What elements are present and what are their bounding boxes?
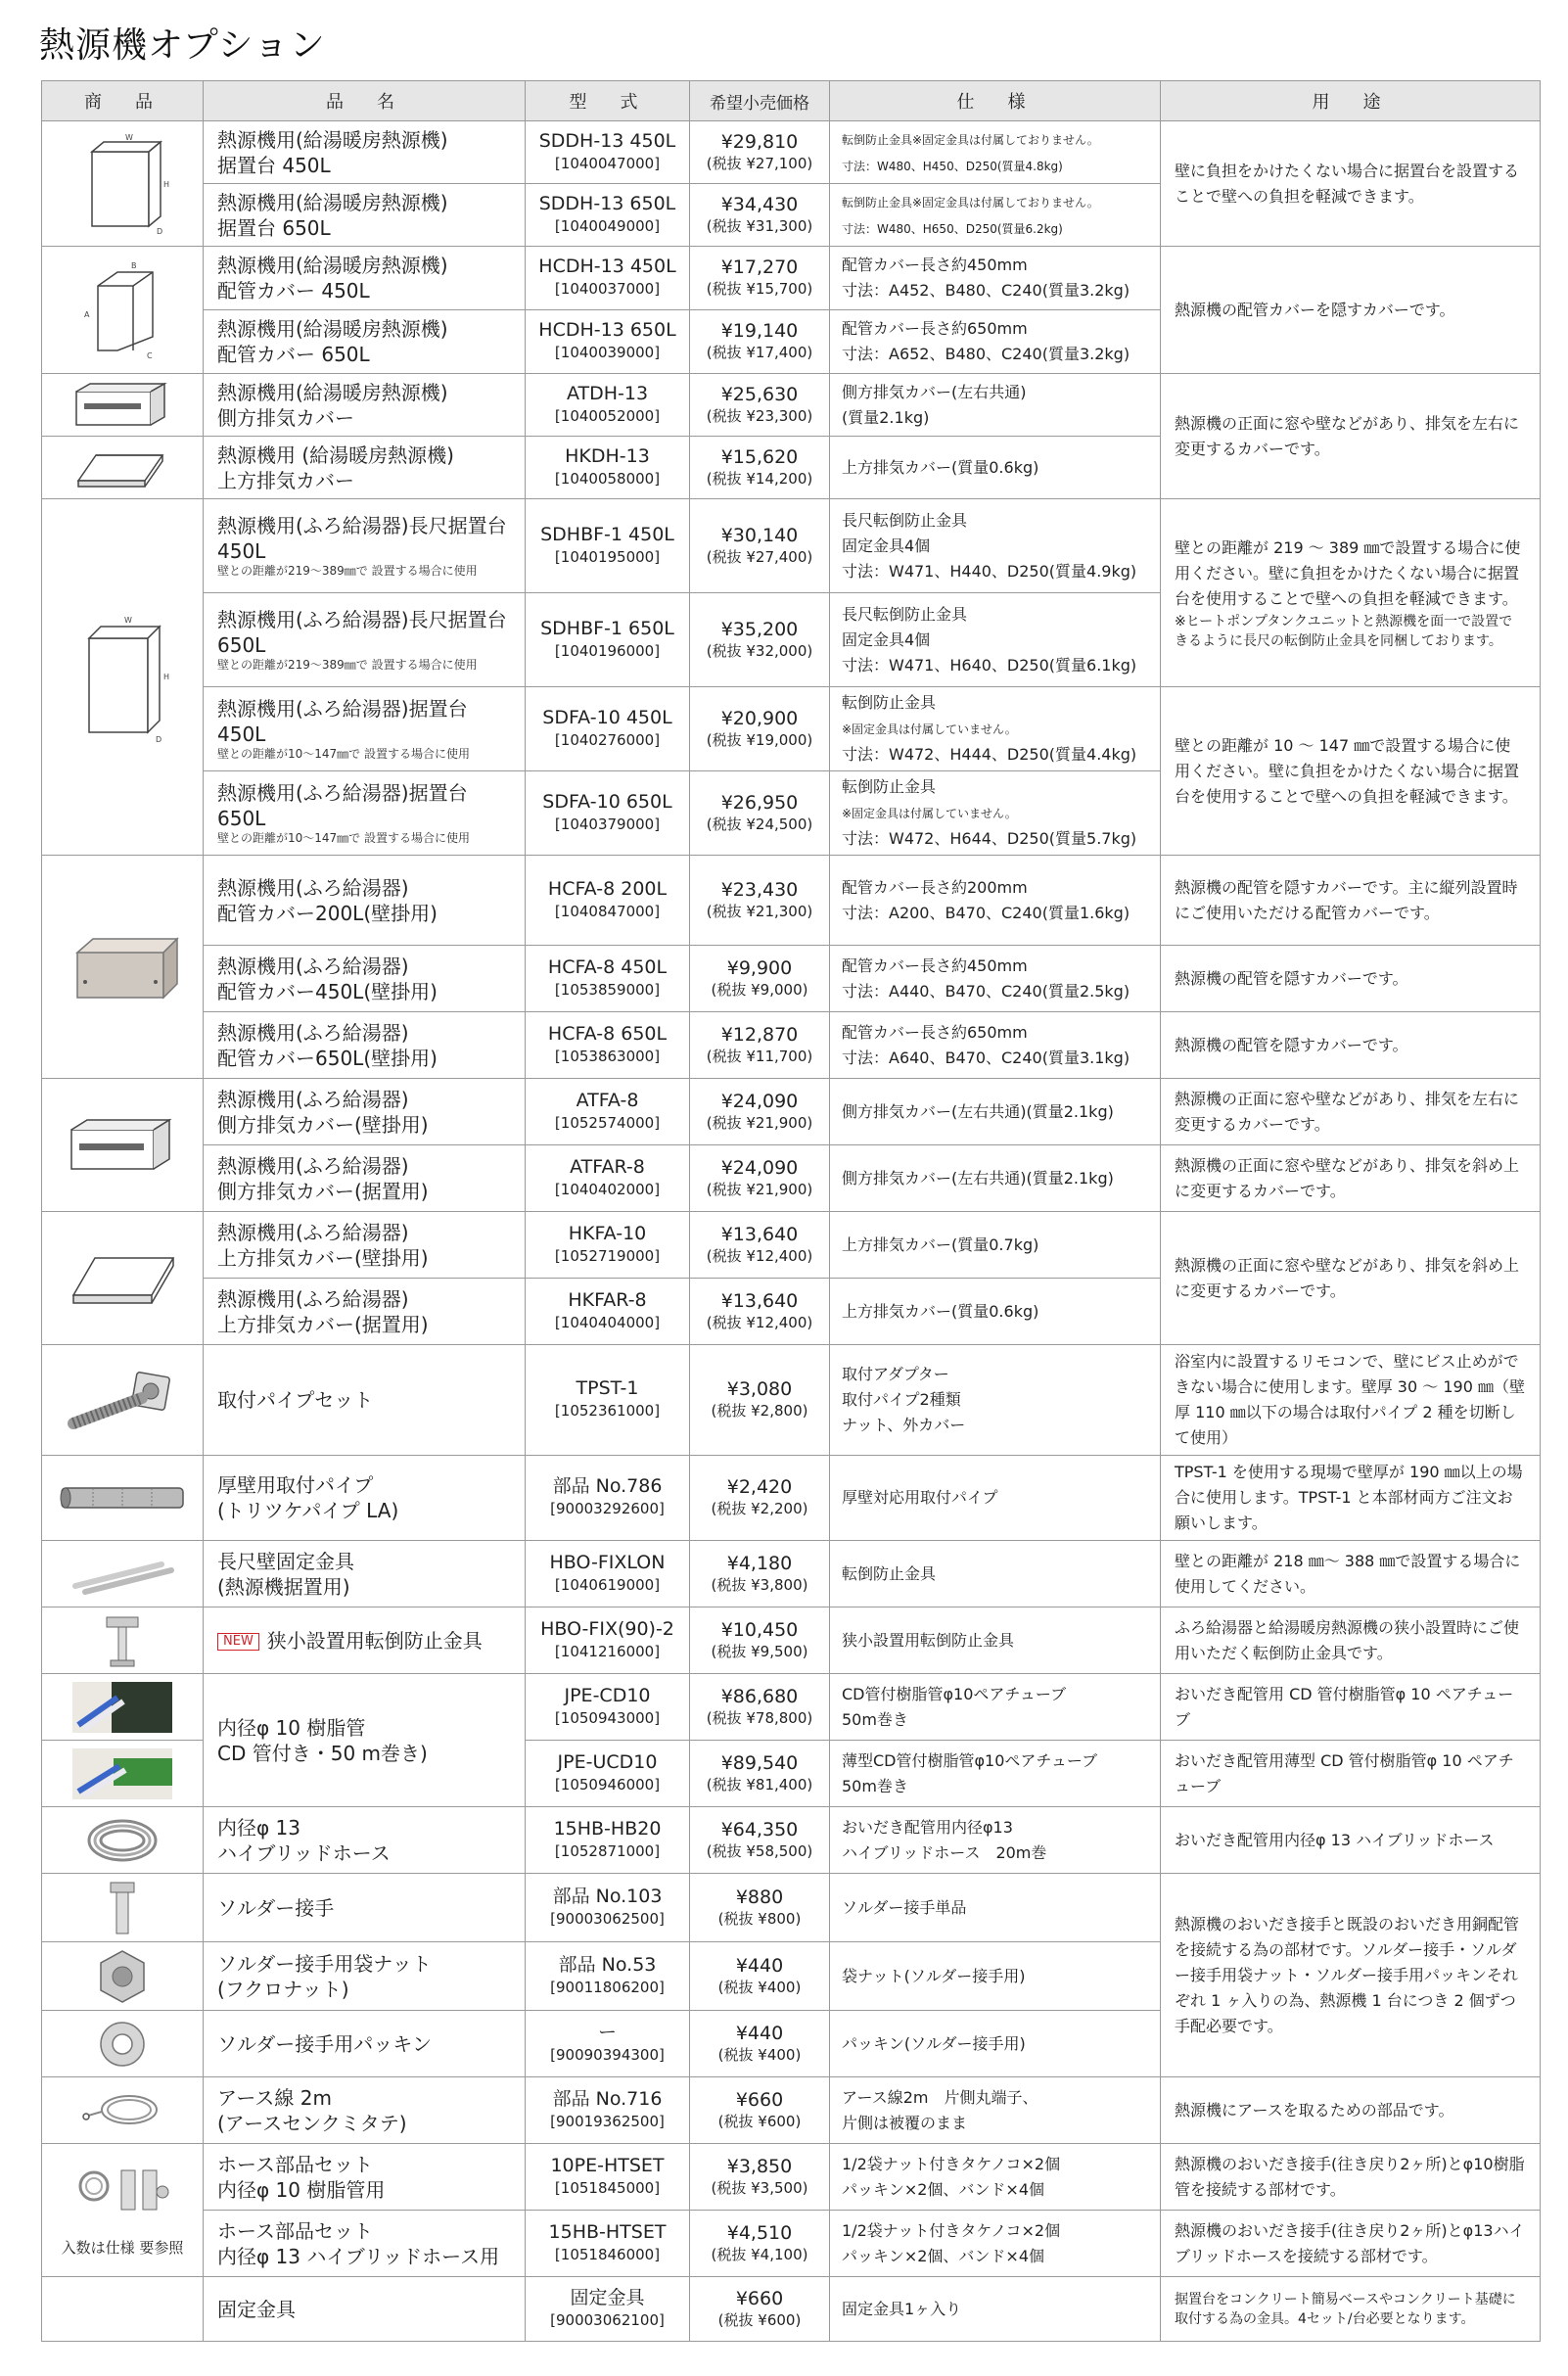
dim-label-h: H <box>163 179 170 189</box>
side-exhaust-image-cell <box>42 1079 204 1212</box>
model-cell: HCDH-13 450L [1040037000] <box>526 247 690 310</box>
product-name: 固定金具 <box>204 2277 526 2342</box>
table-row <box>42 1607 1541 1674</box>
use-cell: 熱源機の正面に窓や壁などがあり、排気を左右に変更するカバーです。 <box>1161 374 1541 499</box>
price-cell: ¥4,180 (税抜 ¥3,800) <box>690 1541 830 1607</box>
use-cell: 据置台をコンクリート簡易ベースやコンクリート基礎に取付する為の金具。4セット/台必要となります。 <box>1161 2277 1541 2342</box>
table-row <box>42 1541 1541 1607</box>
model-cell: 部品 No.786 [90003292600] <box>526 1456 690 1541</box>
use-cell: おいだき配管用薄型 CD 管付樹脂管φ 10 ペアチューブ <box>1161 1741 1541 1807</box>
price-cell: ¥35,200 (税抜 ¥32,000) <box>690 593 830 687</box>
model-cell: SDDH-13 650L [1040049000] <box>526 184 690 247</box>
model-cell: 部品 No.103 [90003062500] <box>526 1874 690 1942</box>
model-cell: SDDH-13 450L [1040047000] <box>526 121 690 184</box>
product-name: 内径φ 10 樹脂管 CD 管付き・50 m巻き) <box>204 1674 526 1807</box>
table-row <box>42 946 1541 1012</box>
table-row <box>42 499 1541 593</box>
spec-cell: パッキン(ソルダー接手用) <box>830 2011 1161 2077</box>
product-name: 熱源機用(ふろ給湯器) 配管カバー650L(壁掛用) <box>204 1012 526 1079</box>
header-model: 型 式 <box>526 81 690 121</box>
earth-wire-image <box>78 2086 166 2135</box>
model-cell: HKFA-10 [1052719000] <box>526 1212 690 1279</box>
fixing-bracket-image-cell <box>42 2277 204 2342</box>
product-name: 熱源機用(給湯暖房熱源機) 据置台 650L <box>204 184 526 247</box>
resin-pipe-ucd-image <box>69 1745 176 1803</box>
price-cell: ¥30,140 (税抜 ¥27,400) <box>690 499 830 593</box>
use-cell: 壁との距離が 10 ～ 147 ㎜で設置する場合に使用ください。壁に負担をかけたくない場合に据置台を使用することで壁への負担を軽減できます。 <box>1161 687 1541 856</box>
spec-cell: 上方排気カバー(質量0.6kg) <box>830 437 1161 499</box>
packing-image-cell <box>42 2011 204 2077</box>
model-cell: HCDH-13 650L [1040039000] <box>526 310 690 374</box>
use-cell: 熱源機の配管カバーを隠すカバーです。 <box>1161 247 1541 374</box>
model-cell: HCFA-8 650L [1053863000] <box>526 1012 690 1079</box>
header-name: 品 名 <box>204 81 526 121</box>
table-row <box>42 2211 1541 2277</box>
spec-cell: 転倒防止金具 ※固定金具は付属していません。 寸法：W472、H444、D250(質量4.4kg) <box>830 687 1161 771</box>
use-cell: 熱源機の正面に窓や壁などがあり、排気を左右に変更するカバーです。 <box>1161 1079 1541 1145</box>
use-cell: 壁との距離が 219 ～ 389 ㎜で設置する場合に使用ください。壁に負担をかけたくない場合に据置台を使用することで壁への負担を軽減できます。 ※ヒートポンプタンクユニットと熱源機を面一で設置できるように長尺の転倒防止金具を同梱しております。 <box>1161 499 1541 687</box>
product-name: 熱源機用(ふろ給湯器)長尺据置台450L 壁との距離が219～389㎜で 設置する場合に使用 <box>204 499 526 593</box>
spec-cell: 配管カバー長さ約650mm 寸法：A652、B480、C240(質量3.2kg) <box>830 310 1161 374</box>
use-cell: 熱源機の配管を隠すカバーです。 <box>1161 946 1541 1012</box>
model-cell: JPE-CD10 [1050943000] <box>526 1674 690 1741</box>
model-cell: HKDH-13 [1040058000] <box>526 437 690 499</box>
product-name: 熱源機用(ふろ給湯器) 側方排気カバー(据置用) <box>204 1145 526 1212</box>
model-cell: JPE-UCD10 [1050946000] <box>526 1741 690 1807</box>
new-badge: NEW <box>217 1633 259 1651</box>
spec-cell: 1/2袋ナット付きタケノコ×2個 パッキン×2個、バンド×4個 <box>830 2211 1161 2277</box>
use-cell: 熱源機の正面に窓や壁などがあり、排気を斜め上に変更するカバーです。 <box>1161 1145 1541 1212</box>
price-cell: ¥15,620 (税抜 ¥14,200) <box>690 437 830 499</box>
table-row <box>42 856 1541 946</box>
table-row <box>42 1212 1541 1279</box>
use-cell: 熱源機の配管を隠すカバーです。主に縦列設置時にご使用いただける配管カバーです。 <box>1161 856 1541 946</box>
use-cell: おいだき配管用内径φ 13 ハイブリッドホース <box>1161 1807 1541 1874</box>
spec-cell: 薄型CD管付樹脂管φ10ペアチューブ 50m巻き <box>830 1741 1161 1807</box>
page-title: 熱源機オプション <box>39 25 326 66</box>
narrow-bracket-image <box>93 1611 152 1670</box>
model-cell: SDFA-10 450L [1040276000] <box>526 687 690 771</box>
model-cell: 部品 No.716 [90019362500] <box>526 2077 690 2144</box>
pipe-cover-image-cell <box>42 247 204 374</box>
price-cell: ¥660 (税抜 ¥600) <box>690 2077 830 2144</box>
price-cell: ¥3,850 (税抜 ¥3,500) <box>690 2144 830 2211</box>
wall-pipe-cover-image <box>64 923 181 1011</box>
spec-cell: 上方排気カバー(質量0.6kg) <box>830 1279 1161 1345</box>
spec-cell: ソルダー接手単品 <box>830 1874 1161 1942</box>
product-name: ソルダー接手 <box>204 1874 526 1942</box>
spec-cell: 長尺転倒防止金具 固定金具4個 寸法：W471、H440、D250(質量4.9kg) <box>830 499 1161 593</box>
product-name: 取付パイプセット <box>204 1345 526 1456</box>
table-row <box>42 1079 1541 1145</box>
pipe-set-image-cell <box>42 1345 204 1456</box>
dim-label-d: D <box>157 226 163 236</box>
price-cell: ¥26,950 (税抜 ¥24,500) <box>690 771 830 856</box>
product-name: 熱源機用 (給湯暖房熱源機) 上方排気カバー <box>204 437 526 499</box>
use-cell: 浴室内に設置するリモコンで、壁にビス止めができない場合に使用します。壁厚 30 ～ 190 ㎜（壁厚 110 ㎜以下の場合は取付パイプ 2 種を切断して使用） <box>1161 1345 1541 1456</box>
use-cell: 熱源機のおいだき接手(往き戻り2ヶ所)とφ13ハイブリッドホースを接続する部材です。 <box>1161 2211 1541 2277</box>
table-row <box>42 2144 1541 2211</box>
model-cell: HBO-FIX(90)-2 [1041216000] <box>526 1607 690 1674</box>
header-product: 商 品 <box>42 81 204 121</box>
product-name: ソルダー接手用パッキン <box>204 2011 526 2077</box>
spec-cell: 側方排気カバー(左右共通) (質量2.1kg) <box>830 374 1161 437</box>
product-name: ホース部品セット 内径φ 10 樹脂管用 <box>204 2144 526 2211</box>
dim-label-b: B <box>131 260 137 270</box>
resin-pipe-image-cell <box>42 1674 204 1741</box>
spec-cell: CD管付樹脂管φ10ペアチューブ 50m巻き <box>830 1674 1161 1741</box>
top-exhaust-cover-image <box>64 1244 181 1313</box>
price-cell: ¥24,090 (税抜 ¥21,900) <box>690 1079 830 1145</box>
resin-pipe-cd-image <box>69 1678 176 1737</box>
mounting-pipe-set-image <box>64 1361 181 1439</box>
long-stand-image <box>64 609 181 746</box>
table-row <box>42 1345 1541 1456</box>
dim-label-a: A <box>84 309 90 319</box>
table-row <box>42 2277 1541 2342</box>
price-cell: ¥13,640 (税抜 ¥12,400) <box>690 1279 830 1345</box>
product-name: 内径φ 13 ハイブリッドホース <box>204 1807 526 1874</box>
spec-cell: 配管カバー長さ約650mm 寸法：A640、B470、C240(質量3.1kg) <box>830 1012 1161 1079</box>
top-exhaust-image-cell <box>42 1212 204 1345</box>
header-row <box>42 81 1541 121</box>
long-bracket-image-cell <box>42 1541 204 1607</box>
product-name: 熱源機用(ふろ給湯器)長尺据置台650L 壁との距離が219～389㎜で 設置する場合に使用 <box>204 593 526 687</box>
stand-image-cell <box>42 121 204 247</box>
model-cell: 固定金具 [90003062100] <box>526 2277 690 2342</box>
earth-wire-image-cell <box>42 2077 204 2144</box>
wall-pipe-cover-image-cell <box>42 856 204 1079</box>
product-name: ホース部品セット 内径φ 13 ハイブリッドホース用 <box>204 2211 526 2277</box>
product-name: アース線 2m (アースセンクミタテ) <box>204 2077 526 2144</box>
product-name: 熱源機用(給湯暖房熱源機) 据置台 450L <box>204 121 526 184</box>
thick-wall-pipe-image <box>54 1478 191 1517</box>
table-row <box>42 1145 1541 1212</box>
header-use: 用 途 <box>1161 81 1541 121</box>
spec-cell: 狭小設置用転倒防止金具 <box>830 1607 1161 1674</box>
price-cell: ¥12,870 (税抜 ¥11,700) <box>690 1012 830 1079</box>
quantity-note: 入数は仕様 要参照 <box>61 2239 184 2257</box>
model-cell: ATFAR-8 [1040402000] <box>526 1145 690 1212</box>
table-row <box>42 687 1541 771</box>
spec-cell: 1/2袋ナット付きタケノコ×2個 パッキン×2個、バンド×4個 <box>830 2144 1161 2211</box>
table-row <box>42 1674 1541 1741</box>
price-cell: ¥440 (税抜 ¥400) <box>690 2011 830 2077</box>
thick-wall-pipe-image-cell <box>42 1456 204 1541</box>
model-cell: SDHBF-1 450L [1040195000] <box>526 499 690 593</box>
price-cell: ¥17,270 (税抜 ¥15,700) <box>690 247 830 310</box>
product-name: 長尺壁固定金具 (熱源機据置用) <box>204 1541 526 1607</box>
model-cell: HCFA-8 450L [1053859000] <box>526 946 690 1012</box>
spec-cell: 配管カバー長さ約450mm 寸法：A452、B480、C240(質量3.2kg) <box>830 247 1161 310</box>
price-cell: ¥4,510 (税抜 ¥4,100) <box>690 2211 830 2277</box>
options-table <box>41 80 1541 2342</box>
price-cell: ¥34,430 (税抜 ¥31,300) <box>690 184 830 247</box>
model-cell: SDFA-10 650L [1040379000] <box>526 771 690 856</box>
hybrid-hose-image <box>83 1813 161 1868</box>
spec-cell: 固定金具1ヶ入り <box>830 2277 1161 2342</box>
model-cell: 15HB-HTSET [1051846000] <box>526 2211 690 2277</box>
price-cell: ¥2,420 (税抜 ¥2,200) <box>690 1456 830 1541</box>
header-price: 希望小売価格 <box>690 81 830 121</box>
price-cell: ¥86,680 (税抜 ¥78,800) <box>690 1674 830 1741</box>
table-row <box>42 247 1541 310</box>
model-cell: HCFA-8 200L [1040847000] <box>526 856 690 946</box>
price-cell: ¥660 (税抜 ¥600) <box>690 2277 830 2342</box>
price-cell: ¥64,350 (税抜 ¥58,500) <box>690 1807 830 1874</box>
table-row <box>42 2077 1541 2144</box>
product-name: 熱源機用(ふろ給湯器) 側方排気カバー(壁掛用) <box>204 1079 526 1145</box>
spec-cell: 上方排気カバー(質量0.7kg) <box>830 1212 1161 1279</box>
use-cell: 熱源機にアースを取るための部品です。 <box>1161 2077 1541 2144</box>
model-cell: SDHBF-1 650L [1040196000] <box>526 593 690 687</box>
dim-label-w: W <box>125 132 133 142</box>
spec-cell: 側方排気カバー(左右共通)(質量2.1kg) <box>830 1145 1161 1212</box>
spec-cell: 転倒防止金具※固定金具は付属しておりません。 寸法：W480、H650、D250(質量6.2kg) <box>830 184 1161 247</box>
price-cell: ¥880 (税抜 ¥800) <box>690 1874 830 1942</box>
dim-label-w: W <box>124 615 132 625</box>
price-cell: ¥13,640 (税抜 ¥12,400) <box>690 1212 830 1279</box>
cap-nut-image-cell <box>42 1942 204 2011</box>
use-cell: おいだき配管用 CD 管付樹脂管φ 10 ペアチューブ <box>1161 1674 1541 1741</box>
top-exhaust-cover-image <box>69 443 176 492</box>
table-row <box>42 1012 1541 1079</box>
price-cell: ¥24,090 (税抜 ¥21,900) <box>690 1145 830 1212</box>
side-exhaust-cover-image <box>69 378 176 433</box>
spec-cell: おいだき配管用内径φ13 ハイブリッドホース 20m巻 <box>830 1807 1161 1874</box>
price-cell: ¥89,540 (税抜 ¥81,400) <box>690 1741 830 1807</box>
dim-label-d: D <box>156 734 162 744</box>
table-row <box>42 121 1541 184</box>
model-cell: HBO-FIXLON [1040619000] <box>526 1541 690 1607</box>
price-cell: ¥25,630 (税抜 ¥23,300) <box>690 374 830 437</box>
model-cell: TPST-1 [1052361000] <box>526 1345 690 1456</box>
model-cell: ATDH-13 [1040052000] <box>526 374 690 437</box>
spec-cell: 転倒防止金具※固定金具は付属しておりません。 寸法：W480、H450、D250(質量4.8kg) <box>830 121 1161 184</box>
use-cell: 熱源機のおいだき接手(往き戻り2ヶ所)とφ10樹脂管を接続する部材です。 <box>1161 2144 1541 2211</box>
table-row <box>42 374 1541 437</box>
spec-cell: 側方排気カバー(左右共通)(質量2.1kg) <box>830 1079 1161 1145</box>
product-name: 熱源機用(ふろ給湯器) 上方排気カバー(壁掛用) <box>204 1212 526 1279</box>
model-cell: ー [90090394300] <box>526 2011 690 2077</box>
product-name: 熱源機用(ふろ給湯器)据置台650L 壁との距離が10～147㎜で 設置する場合に使用 <box>204 771 526 856</box>
spec-cell: 長尺転倒防止金具 固定金具4個 寸法：W471、H640、D250(質量6.1kg) <box>830 593 1161 687</box>
side-exhaust-image-cell <box>42 374 204 437</box>
pipe-cover-image <box>69 256 176 364</box>
solder-joint-image <box>103 1879 142 1937</box>
product-name: 熱源機用(給湯暖房熱源機) 配管カバー 450L <box>204 247 526 310</box>
table-row <box>42 1874 1541 1942</box>
long-wall-bracket-image <box>64 1553 181 1596</box>
model-cell: ATFA-8 [1052574000] <box>526 1079 690 1145</box>
use-cell: 壁との距離が 218 ㎜～ 388 ㎜で設置する場合に使用してください。 <box>1161 1541 1541 1607</box>
model-cell: 15HB-HB20 [1052871000] <box>526 1807 690 1874</box>
spec-cell: アース線2m 片側丸端子、 片側は被覆のまま <box>830 2077 1161 2144</box>
dim-label-h: H <box>163 672 170 681</box>
spec-cell: 取付アダプター 取付パイプ2種類 ナット、外カバー <box>830 1345 1161 1456</box>
product-name: 熱源機用(給湯暖房熱源機) 配管カバー 650L <box>204 310 526 374</box>
use-cell: ふろ給湯器と給湯暖房熱源機の狭小設置時にご使用いただく転倒防止金具です。 <box>1161 1607 1541 1674</box>
spec-cell: 転倒防止金具 ※固定金具は付属していません。 寸法：W472、H644、D250(質量5.7kg) <box>830 771 1161 856</box>
spec-cell: 配管カバー長さ約450mm 寸法：A440、B470、C240(質量2.5kg) <box>830 946 1161 1012</box>
price-cell: ¥9,900 (税抜 ¥9,000) <box>690 946 830 1012</box>
product-name: 熱源機用(ふろ給湯器) 配管カバー200L(壁掛用) <box>204 856 526 946</box>
use-cell: 熱源機の配管を隠すカバーです。 <box>1161 1012 1541 1079</box>
resin-pipe-thin-image-cell <box>42 1741 204 1807</box>
hose-parts-set-image <box>69 2163 176 2231</box>
price-cell: ¥440 (税抜 ¥400) <box>690 1942 830 2011</box>
product-name: ソルダー接手用袋ナット (フクロナット) <box>204 1942 526 2011</box>
product-name: 熱源機用(ふろ給湯器) 配管カバー450L(壁掛用) <box>204 946 526 1012</box>
model-cell: HKFAR-8 [1040404000] <box>526 1279 690 1345</box>
product-name: 熱源機用(ふろ給湯器) 上方排気カバー(据置用) <box>204 1279 526 1345</box>
product-name: 熱源機用(給湯暖房熱源機) 側方排気カバー <box>204 374 526 437</box>
side-exhaust-cover-image <box>64 1114 181 1177</box>
use-cell: 熱源機の正面に窓や壁などがあり、排気を斜め上に変更するカバーです。 <box>1161 1212 1541 1345</box>
price-cell: ¥29,810 (税抜 ¥27,100) <box>690 121 830 184</box>
price-cell: ¥23,430 (税抜 ¥21,300) <box>690 856 830 946</box>
spec-cell: 配管カバー長さ約200mm 寸法：A200、B470、C240(質量1.6kg) <box>830 856 1161 946</box>
packing-image <box>95 2017 150 2072</box>
model-cell: 部品 No.53 [90011806200] <box>526 1942 690 2011</box>
dim-label-c: C <box>147 350 153 360</box>
top-exhaust-image-cell <box>42 437 204 499</box>
stand-image <box>69 130 176 238</box>
hose-parts-image-cell <box>42 2144 204 2277</box>
spec-cell: 転倒防止金具 <box>830 1541 1161 1607</box>
price-cell: ¥20,900 (税抜 ¥19,000) <box>690 687 830 771</box>
price-cell: ¥10,450 (税抜 ¥9,500) <box>690 1607 830 1674</box>
use-cell: TPST-1 を使用する現場で壁厚が 190 ㎜以上の場合に使用します。TPST-1 と本部材両方ご注文お願いします。 <box>1161 1456 1541 1541</box>
product-name: 厚壁用取付パイプ (トリツケパイプ LA) <box>204 1456 526 1541</box>
use-cell: 壁に負担をかけたくない場合に据置台を設置することで壁への負担を軽減できます。 <box>1161 121 1541 247</box>
header-spec: 仕 様 <box>830 81 1161 121</box>
model-cell: 10PE-HTSET [1051845000] <box>526 2144 690 2211</box>
narrow-bracket-image-cell <box>42 1607 204 1674</box>
product-name: NEW 狭小設置用転倒防止金具 <box>204 1607 526 1674</box>
hybrid-hose-image-cell <box>42 1807 204 1874</box>
use-cell: 熱源機のおいだき接手と既設のおいだき用銅配管を接続する為の部材です。ソルダー接手・ソルダー接手用袋ナット・ソルダー接手用パッキンそれぞれ 1 ヶ入りの為、熱源機 1 台につき 2 個ずつ手配必要です。 <box>1161 1874 1541 2077</box>
solder-joint-image-cell <box>42 1874 204 1942</box>
price-cell: ¥19,140 (税抜 ¥17,400) <box>690 310 830 374</box>
spec-cell: 袋ナット(ソルダー接手用) <box>830 1942 1161 2011</box>
cap-nut-image <box>93 1947 152 2006</box>
table-row <box>42 1456 1541 1541</box>
spec-cell: 厚壁対応用取付パイプ <box>830 1456 1161 1541</box>
table-row <box>42 1807 1541 1874</box>
product-name: 熱源機用(ふろ給湯器)据置台450L 壁との距離が10～147㎜で 設置する場合に使用 <box>204 687 526 771</box>
long-stand-image-cell <box>42 499 204 856</box>
price-cell: ¥3,080 (税抜 ¥2,800) <box>690 1345 830 1456</box>
